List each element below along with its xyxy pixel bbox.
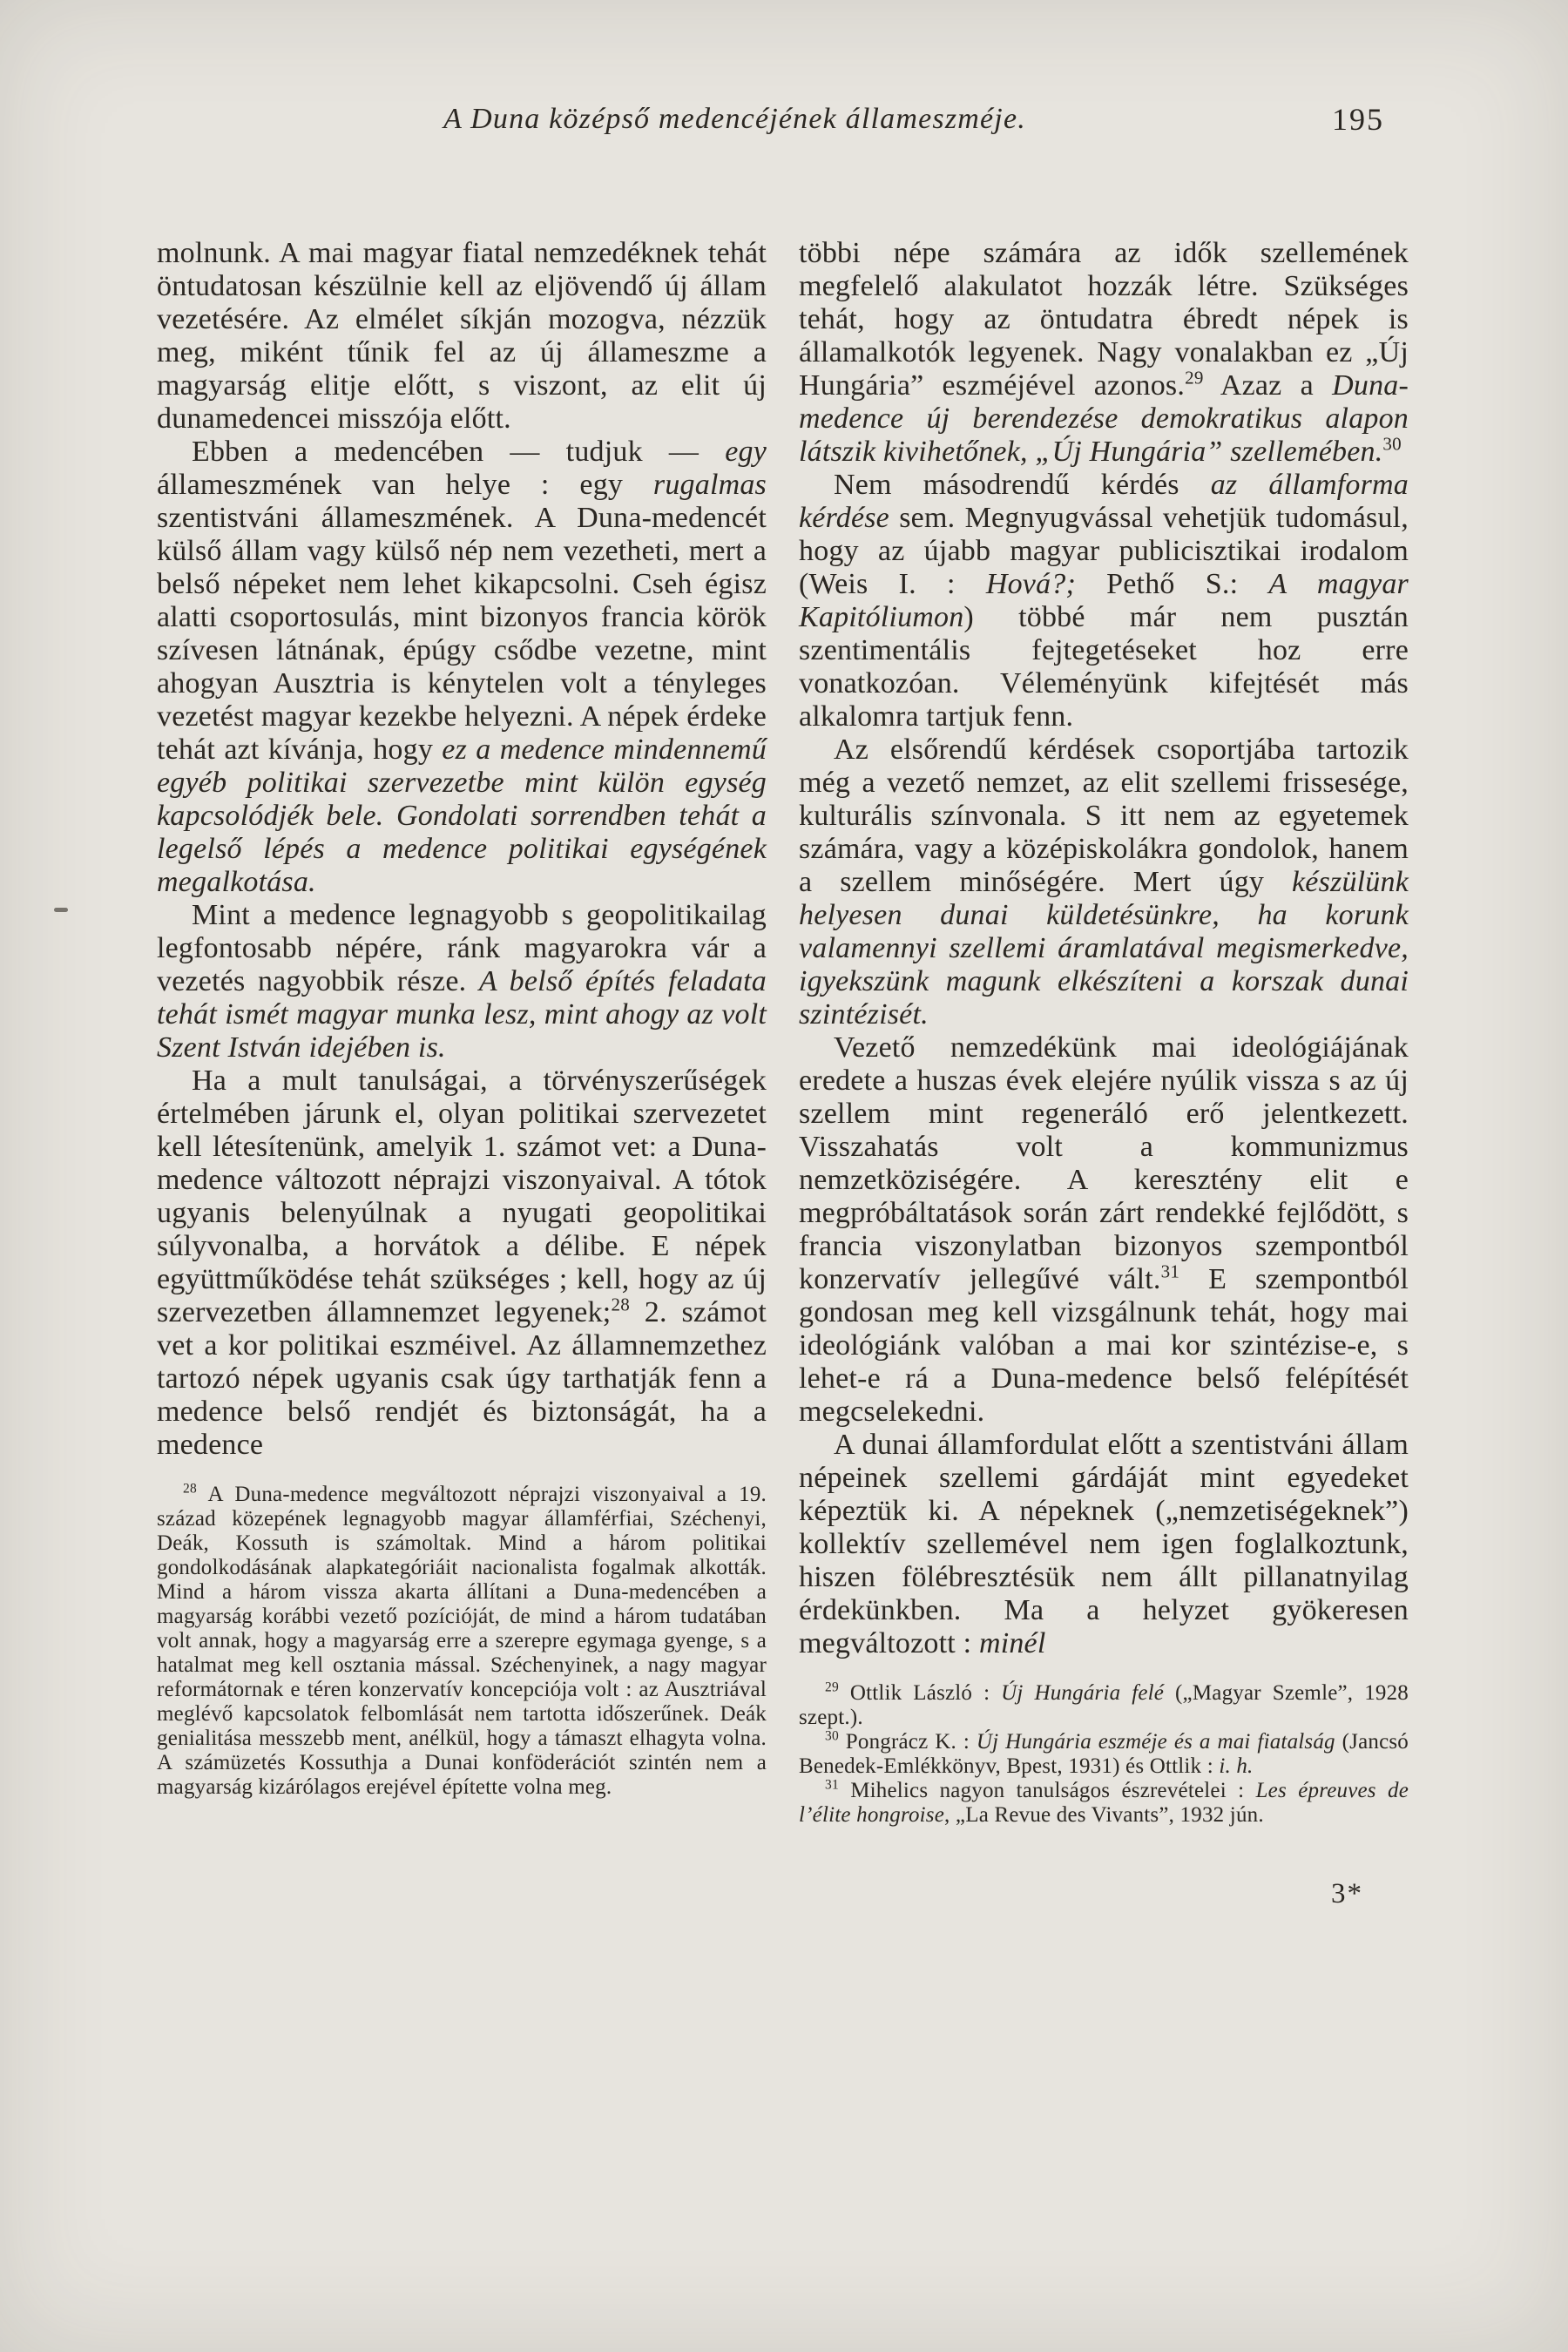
italic-text-run: A magyar Kapitóliumon (799, 568, 1409, 633)
text-run: , „La Revue des Vivants”, 1932 jún. (944, 1803, 1264, 1827)
scan-mark (54, 908, 68, 912)
body-paragraph (799, 237, 1409, 469)
text-run: állameszmének van helye : egy (157, 469, 653, 501)
left-column-footnotes (157, 1483, 767, 1800)
text-run: Mint a medence legnagyobb s geopolitikailag legfontosabb népére, ránk magyarokra vár a vezetés nagyobbik része. (157, 899, 767, 997)
footnote-paragraph (799, 1730, 1409, 1779)
body-paragraph (799, 1429, 1409, 1660)
text-run: 2. számot vet a kor politikai eszméivel. Az államnemzethez tartozó népek ugyanis csak úgy tarthatják fenn a medence belső rendjét és biztonságát, ha a medence (157, 1296, 767, 1461)
footnote-ref: 29 (1185, 367, 1204, 389)
footnote-ref: 31 (1160, 1260, 1180, 1282)
page-header (157, 103, 1409, 148)
footnote-ref: 29 (825, 1680, 839, 1695)
running-head-title: A Duna középső medencéjének állameszméje. (443, 103, 1026, 135)
body-paragraph (799, 469, 1409, 733)
italic-text-run: egy (725, 436, 767, 468)
text-run: Ha a mult tanulságai, a törvényszerűségek értelmében járunk el, olyan politikai szervezetet kell létesítenünk, amelyik 1. számot vet: a Duna-medence változott néprajzi viszonyaival. A tótok ugyanis belenyúlnak a nyugati geopolitikai súlyvonalba, a horvátok a délibe. E népek együttműködése tehát szükséges ; kell, hogy az új szervezetben államnemzet legyenek; (157, 1064, 767, 1328)
text-run: Vezető nemzedékünk mai ideológiájának eredete a huszas évek elejére nyúlik vissza s az új szellem mint regeneráló erő jelentkezett. Visszahatás volt a kommunizmus nemzetköziségére. A keresztény elit e megpróbáltatások során zárt rendekké fejlődött, s francia viszonylatban bizonyos szempontból konzervatív jellegűvé vált. (799, 1031, 1409, 1295)
footnote-ref: 30 (825, 1728, 839, 1744)
italic-text-run: A belső építés feladata tehát ismét magyar munka lesz, mint ahogy az volt Szent István idejében is. (157, 965, 767, 1064)
text-run: Pethő S.: (1076, 568, 1269, 600)
body-paragraph (799, 1031, 1409, 1429)
right-column-body (799, 237, 1409, 1660)
body-paragraph (157, 899, 767, 1064)
left-column-body (157, 237, 767, 1462)
page-number: 195 (1332, 102, 1384, 137)
text-run: Mihelics nagyon tanulságos észrevételei : (838, 1779, 1256, 1802)
text-run: E szempontból gondosan meg kell vizsgálnunk tehát, hogy mai ideológiánk valóban a mai kor szintézise-e, s lehet-e rá a Duna-medence belső felépítését megcselekedni. (799, 1263, 1409, 1428)
footnote-ref: 28 (183, 1481, 197, 1497)
italic-text-run: készülünk helyesen dunai küldetésünkre, ha korunk valamennyi szellemi áramlatával megismerkedve, igyekszünk magunk elkészíteni a korszak dunai szintézisét. (799, 866, 1409, 1031)
right-column (799, 237, 1409, 1910)
text-run: Ottlik László : (838, 1681, 1002, 1705)
footnote-paragraph (157, 1483, 767, 1800)
italic-text-run: minél (978, 1627, 1046, 1659)
italic-text-run: az államforma kérdése (799, 469, 1409, 534)
footnote-paragraph (799, 1779, 1409, 1828)
body-paragraph (799, 733, 1409, 1031)
footnote-ref: 31 (825, 1777, 839, 1793)
text-run: (Jancsó Benedek-Emlékkönyv, Bpest, 1931) és Ottlik : (799, 1730, 1409, 1778)
text-run: molnunk. A mai magyar fiatal nemzedéknek tehát öntudatosan készülnie kell az eljövendő új állam vezetésére. Az elmélet síkján mozogva, nézzük meg, miként tűnik fel az új állameszme a magyarság elitje előtt, s viszont, az elit új dunamedencei misszója előtt. (157, 237, 767, 435)
italic-text-run: Hová?; (985, 568, 1076, 600)
text-run: szentistváni állameszmének. A Duna-medencét külső állam vagy külső nép nem vezetheti, mert a belső népeket nem lehet kikapcsolni. Cseh égisz alatti csoportosulás, mint bizonyos francia körök szívesen látnának, épúgy csődbe vezetne, mint ahogyan Ausztria is kénytelen volt a tényleges vezetést magyar kezekbe helyezni. A népek érdeke tehát azt kívánja, hogy (157, 502, 767, 766)
italic-text-run: Les épreuves de l’élite hongroise (799, 1779, 1409, 1827)
italic-text-run: Új Hungária felé (1001, 1681, 1165, 1705)
italic-text-run: i. h. (1219, 1754, 1254, 1778)
text-run: A Duna-medence megváltozott néprajzi viszonyaival a 19. század közepének legnagyobb magyar államférfiai, Széchenyi, Deák, Kossuth is számoltak. Mind a három politikai gondolkodásának alapkategóriáit nacionalista fogalmak alkották. Mind a három vissza akarta állítani a Duna-medencében a magyarság korábbi vezető pozícióját, de mind a három tudatában volt annak, hogy a magyarság erre a szerepre egymaga gyenge, s a hatalmat meg kell osztania mással. Széchenyinek, a nagy magyar reformátornak e téren konzervatív koncepciója volt : az Ausztriával meglévő kapcsolatok felbomlását nem tartotta időszerűnek. Deák genialitása messzebb ment, anélkül, hogy a támaszt elhagyta volna. A számüzetés Kossuthja a Dunai konföderációt szintén nem a magyarság kizárólagos erejével építette volna meg. (157, 1483, 767, 1799)
signature-mark: 3* (1331, 1878, 1363, 1909)
left-column (157, 237, 767, 1910)
text-columns (157, 237, 1409, 1910)
italic-text-run: rugalmas (652, 469, 767, 501)
text-run: ) többé már nem pusztán szentimentális fejtegetéseket hoz erre vonatkozóan. Véleményünk kifejtését más alkalomra tartjuk fenn. (799, 601, 1409, 733)
text-run: Ebben a medencében — tudjuk — (192, 436, 726, 468)
text-run: („Magyar Szemle”, 1928 szept.). (799, 1681, 1409, 1729)
text-run: többi népe számára az idők szellemének megfelelő alakulatot hozzák létre. Szükséges tehát, hogy az öntudatra ébredt népek is államalkotók legyenek. Nagy vonalakban ez „Új Hungária” eszméjével azonos. (799, 237, 1409, 402)
italic-text-run: ez a medence mindennemű egyéb politikai szervezetbe mint külön egység kapcsolódjék bele. Gondolati sorrendben tehát a legelső lépés a medence politikai egységének megalkotása. (157, 733, 767, 898)
footnote-ref: 30 (1382, 433, 1402, 455)
text-run: Azaz a (1203, 369, 1333, 402)
text-run: A dunai államfordulat előtt a szentistváni állam népeinek szellemi gárdáját mint egyedeket képeztük ki. A népeknek („nemzetiségeknek”) kollektív szellemével nem igen foglalkoztunk, hiszen fölébresztésük nem állt pillanatnyilag érdekünkben. Ma a helyzet gyökeresen megváltozott : (799, 1429, 1409, 1659)
text-run: Pongrácz K. : (838, 1730, 977, 1754)
footnote-ref: 28 (611, 1294, 630, 1315)
footnote-paragraph (799, 1681, 1409, 1730)
text-run: sem. Megnyugvással vehetjük tudomásul, hogy az újabb magyar publicisztikai irodalom (Weis I. : (799, 502, 1409, 600)
body-paragraph (157, 436, 767, 899)
text-run: Az elsőrendű kérdések csoportjába tartozik még a vezető nemzet, az elit szellemi frissesége, kulturális színvonala. S itt nem az egyetemek számára, vagy a középiskolákra gondolok, hanem a szellem minőségére. Mert úgy (799, 733, 1409, 898)
text-run: Nem másodrendű kérdés (834, 469, 1211, 501)
italic-text-run: Duna-medence új berendezése demokratikus alapon látszik kivihetőnek, „Új Hungária” szellemében. (799, 369, 1409, 468)
italic-text-run: Új Hungária eszméje és a mai fiatalság (976, 1730, 1335, 1754)
body-paragraph (157, 1064, 767, 1462)
right-column-footnotes (799, 1681, 1409, 1828)
body-paragraph (157, 237, 767, 436)
